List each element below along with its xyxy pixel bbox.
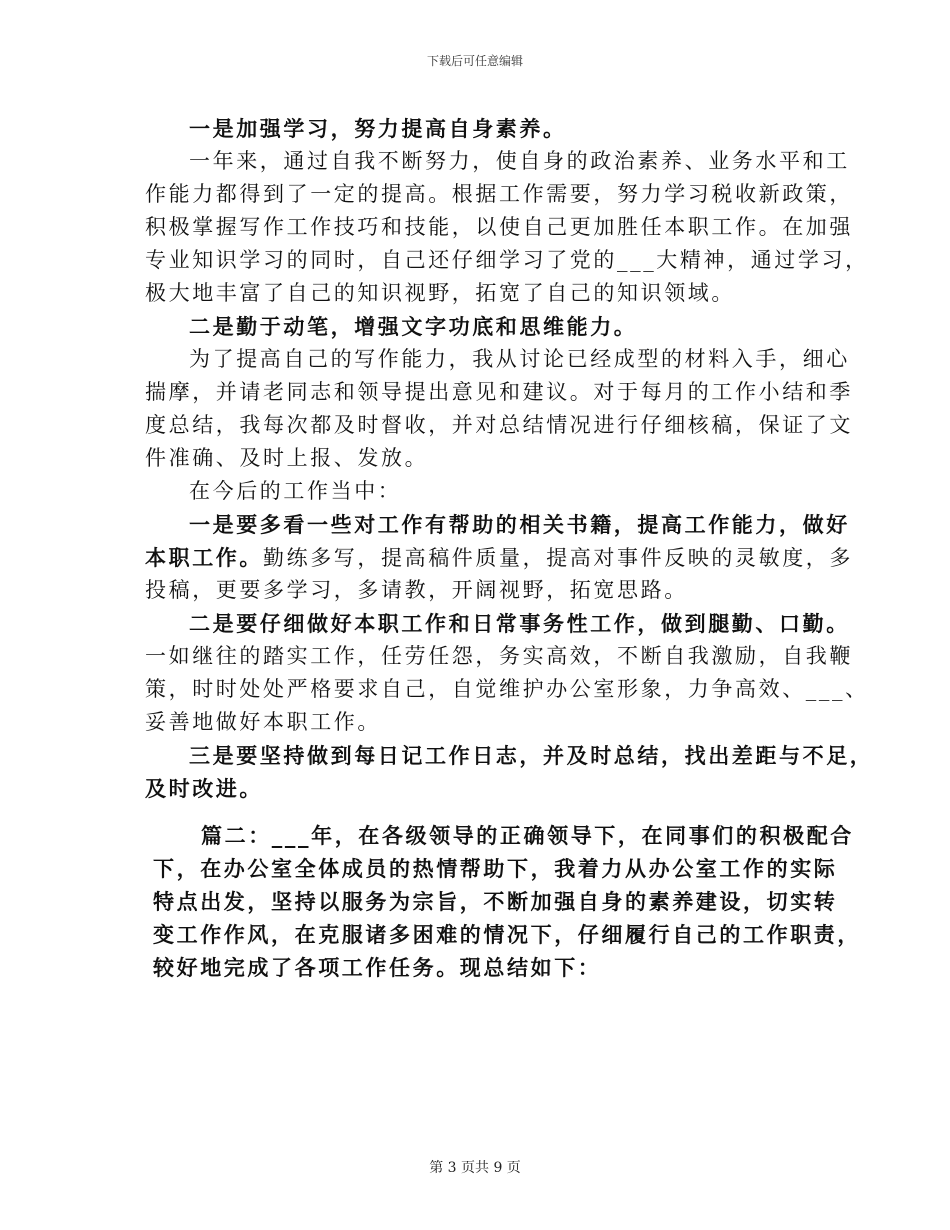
bold-line: 特点出发，坚持以服务为宗旨，不断加强自身的素养建设，切实转 bbox=[153, 889, 838, 914]
paragraph-line: 揣摩，并请老同志和领导提出意见和建议。对于每月的工作小结和季 bbox=[145, 380, 853, 404]
bold-line: 较好地完成了各项工作任务。现总结如下： bbox=[153, 955, 602, 980]
section-gap bbox=[145, 805, 817, 819]
heading-2: 二是勤于动笔，增强文字功底和思维能力。 bbox=[189, 314, 638, 339]
paragraph-line: 一年来，通过自我不断努力，使自身的政治素养、业务水平和工 bbox=[189, 149, 850, 173]
paragraph-line: 投稿，更要多学习，多请教，开阔视野，拓宽思路。 bbox=[145, 578, 688, 602]
page-footer: 第 3 页共 9 页 bbox=[429, 1160, 521, 1176]
paragraph-line: 一如继往的踏实工作，任劳任怨，务实高效，不断自我激励，自我鞭 bbox=[145, 644, 853, 668]
paragraph-line: 在今后的工作当中： bbox=[189, 479, 402, 503]
bold-line: 及时改进。 bbox=[145, 776, 263, 801]
bold-span: 本职工作。 bbox=[145, 545, 263, 570]
paragraph-line: 件准确、及时上报、发放。 bbox=[145, 446, 429, 470]
paragraph-line: 度总结，我每次都及时督收，并对总结情况进行仔细核稿，保证了文 bbox=[145, 413, 853, 437]
text-span: 勤练多写，提高稿件质量，提高对事件反映的灵敏度，多 bbox=[263, 546, 853, 570]
paragraph-line: 专业知识学习的同时，自己还仔细学习了党的___大精神，通过学习， bbox=[145, 248, 869, 272]
heading-1: 一是加强学习，努力提高自身素养。 bbox=[189, 116, 567, 141]
paragraph-line: 积极掌握写作工作技巧和技能，以使自己更加胜任本职工作。在加强 bbox=[145, 215, 853, 239]
bold-line: 三是要坚持做到每日记工作日志，并及时总结，找出差距与不足， bbox=[189, 743, 874, 768]
paragraph-line: 极大地丰富了自己的知识视野，拓宽了自己的知识领域。 bbox=[145, 281, 735, 305]
section-title-line: 篇二：___年，在各级领导的正确领导下，在同事们的积极配合 bbox=[201, 823, 854, 848]
bold-line: 变工作作风，在克服诸多困难的情况下，仔细履行自己的工作职责， bbox=[153, 922, 861, 947]
page-header: 下载后可任意编辑 bbox=[426, 54, 523, 68]
bold-line: 一是要多看一些对工作有帮助的相关书籍，提高工作能力，做好 bbox=[189, 512, 850, 537]
paragraph-line: 妥善地做好本职工作。 bbox=[145, 710, 381, 734]
paragraph-line: 策，时时处处严格要求自己，自觉维护办公室形象，力争高效、___、 bbox=[145, 677, 869, 701]
document-body bbox=[145, 112, 874, 984]
paragraph-line: 作能力都得到了一定的提高。根据工作需要，努力学习税收新政策， bbox=[145, 182, 853, 206]
bold-line: 下，在办公室全体成员的热情帮助下，我着力从办公室工作的实际 bbox=[153, 856, 838, 881]
paragraph-line: 为了提高自己的写作能力，我从讨论已经成型的材料入手，细心 bbox=[189, 347, 850, 371]
mixed-line bbox=[145, 541, 853, 574]
bold-line: 二是要仔细做好本职工作和日常事务性工作，做到腿勤、口勤。 bbox=[189, 611, 850, 636]
